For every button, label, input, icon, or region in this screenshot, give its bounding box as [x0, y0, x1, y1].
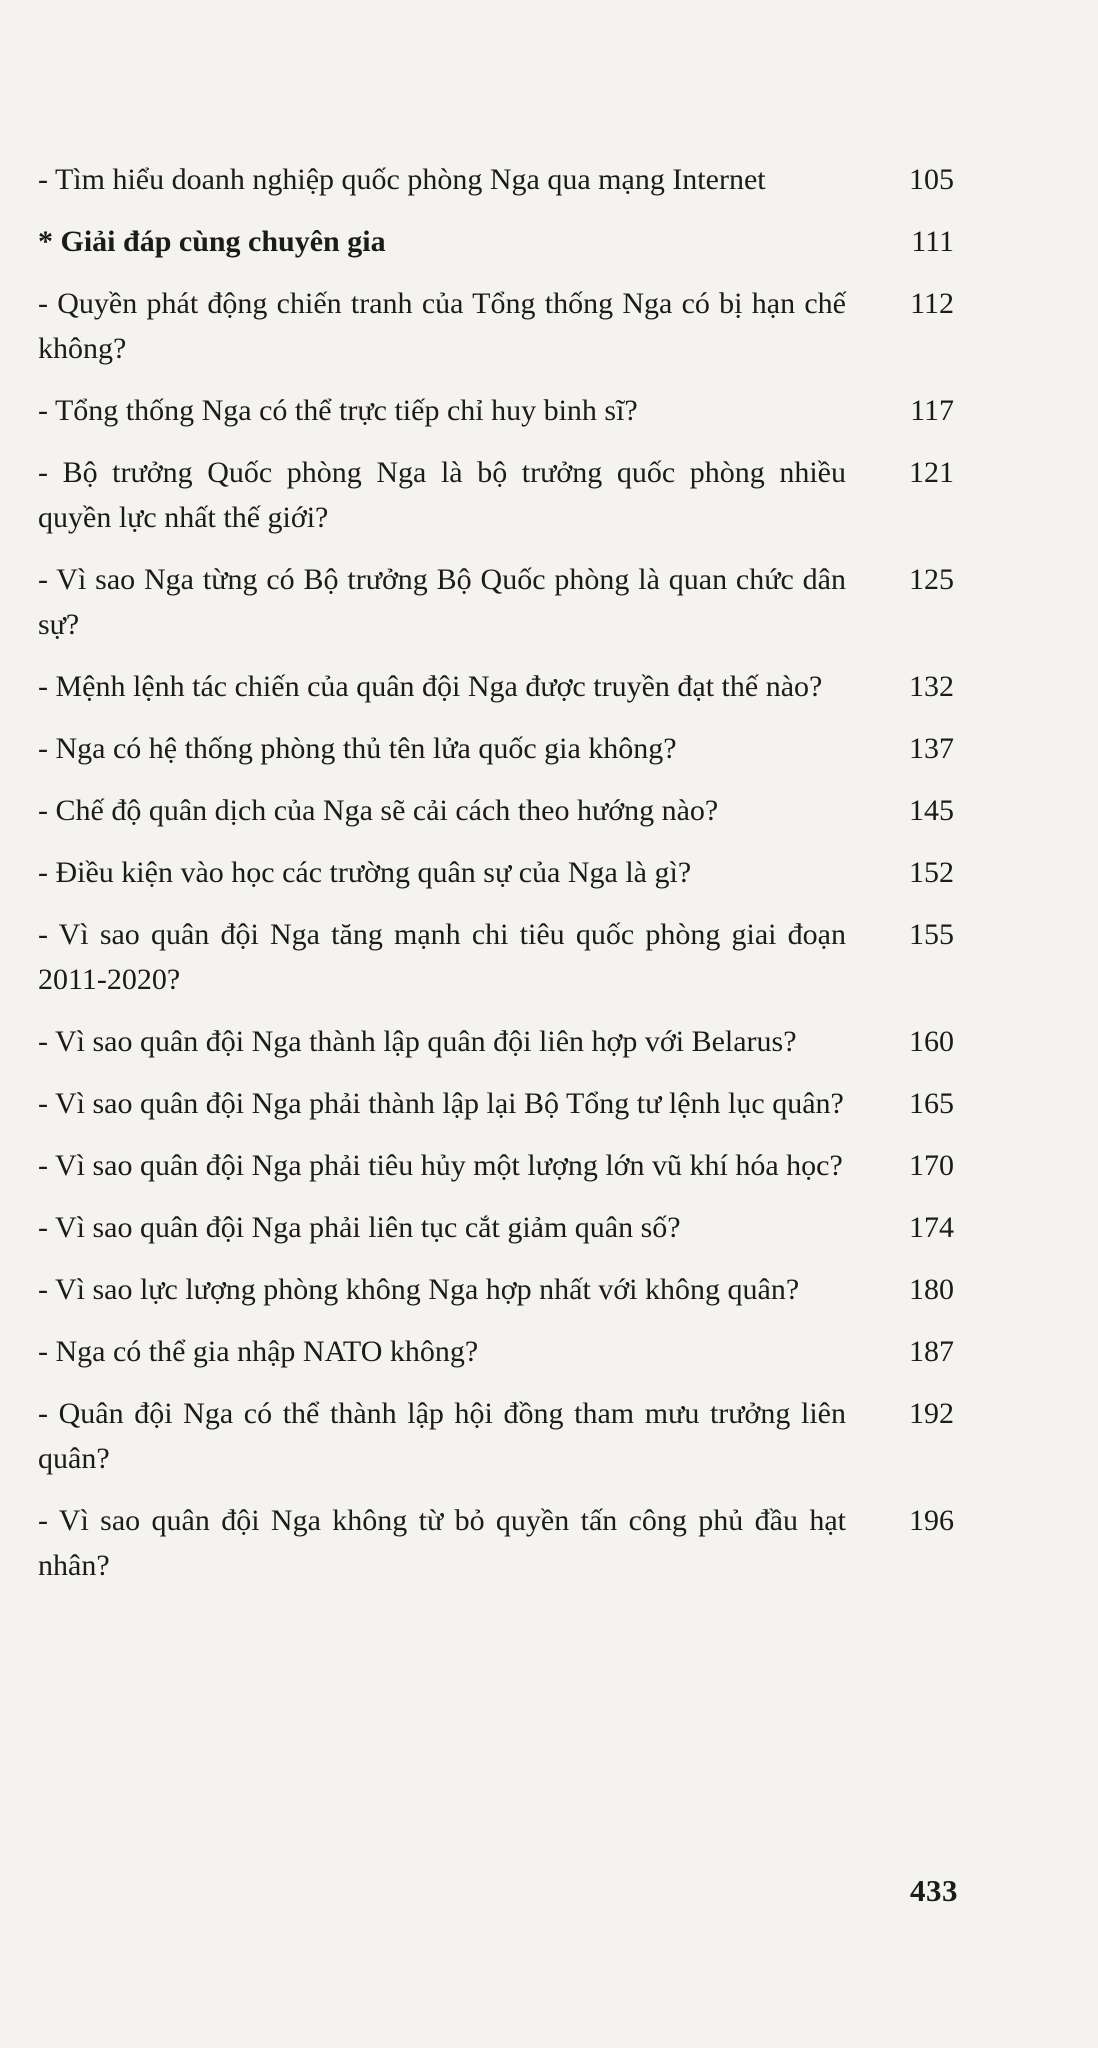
toc-entry: [38, 157, 958, 202]
toc-entry-title: - Vì sao quân đội Nga phải liên tục cắt giảm quân số?: [38, 1211, 681, 1244]
toc-entry: [38, 1081, 958, 1126]
toc-entry: [38, 912, 958, 1002]
toc-entry: [38, 1143, 958, 1188]
table-of-contents: [38, 157, 958, 1605]
toc-entry-page: 117: [910, 394, 954, 427]
toc-entry: [38, 388, 958, 433]
toc-entry-page: 121: [909, 456, 954, 489]
toc-section-heading: * Giải đáp cùng chuyên gia: [38, 225, 386, 258]
toc-entry-page: 111: [911, 225, 954, 258]
toc-entry-page: 192: [909, 1397, 954, 1430]
toc-entry: [38, 788, 958, 833]
toc-entry-page: 145: [909, 794, 954, 827]
toc-entry-title: - Nga có hệ thống phòng thủ tên lửa quốc gia không?: [38, 732, 677, 765]
toc-entry: [38, 1329, 958, 1374]
toc-entry: [38, 1019, 958, 1064]
toc-entry-page: 160: [909, 1025, 954, 1058]
toc-entry-title: - Vì sao quân đội Nga không từ bỏ quyền tấn công phủ đầu hạt nhân?: [38, 1504, 846, 1582]
toc-entry: [38, 219, 958, 264]
toc-entry-page: 187: [909, 1335, 954, 1368]
toc-entry: [38, 281, 958, 371]
page-number: 433: [910, 1873, 958, 1908]
toc-entry: [38, 1267, 958, 1312]
toc-entry-title: - Vì sao quân đội Nga phải thành lập lại Bộ Tổng tư lệnh lục quân?: [38, 1087, 844, 1120]
toc-entry-title: - Vì sao Nga từng có Bộ trưởng Bộ Quốc phòng là quan chức dân sự?: [38, 563, 846, 641]
toc-entry-title: - Mệnh lệnh tác chiến của quân đội Nga được truyền đạt thế nào?: [38, 670, 823, 703]
toc-entry-page: 152: [909, 856, 954, 889]
toc-entry-page: 105: [909, 163, 954, 196]
toc-entry-title: - Vì sao lực lượng phòng không Nga hợp nhất với không quân?: [38, 1273, 800, 1306]
toc-entry-page: 137: [909, 732, 954, 765]
toc-entry: [38, 557, 958, 647]
toc-entry: [38, 726, 958, 771]
toc-entry-page: 112: [910, 287, 954, 320]
toc-entry: [38, 664, 958, 709]
toc-entry: [38, 1391, 958, 1481]
toc-entry-page: 132: [909, 670, 954, 703]
toc-entry-title: - Quyền phát động chiến tranh của Tổng thống Nga có bị hạn chế không?: [38, 287, 846, 365]
toc-entry-page: 196: [909, 1504, 954, 1537]
toc-entry-title: - Tổng thống Nga có thể trực tiếp chỉ huy binh sĩ?: [38, 394, 638, 427]
toc-entry: [38, 1498, 958, 1588]
toc-entry-page: 174: [909, 1211, 954, 1244]
toc-entry-title: - Vì sao quân đội Nga tăng mạnh chi tiêu quốc phòng giai đoạn 2011-2020?: [38, 918, 846, 996]
toc-entry-title: - Tìm hiểu doanh nghiệp quốc phòng Nga qua mạng Internet: [38, 163, 766, 196]
toc-entry-title: - Bộ trưởng Quốc phòng Nga là bộ trưởng quốc phòng nhiều quyền lực nhất thế giới?: [38, 456, 846, 534]
toc-entry-page: 170: [909, 1149, 954, 1182]
toc-entry-title: - Vì sao quân đội Nga phải tiêu hủy một lượng lớn vũ khí hóa học?: [38, 1149, 843, 1182]
toc-entry: [38, 450, 958, 540]
toc-entry-title: - Chế độ quân dịch của Nga sẽ cải cách theo hướng nào?: [38, 794, 719, 827]
toc-entry: [38, 850, 958, 895]
toc-entry-page: 180: [909, 1273, 954, 1306]
toc-entry-title: - Điều kiện vào học các trường quân sự của Nga là gì?: [38, 856, 692, 889]
toc-entry-page: 125: [909, 563, 954, 596]
toc-entry-title: - Quân đội Nga có thể thành lập hội đồng tham mưu trưởng liên quân?: [38, 1397, 846, 1475]
toc-entry-title: - Nga có thể gia nhập NATO không?: [38, 1335, 479, 1368]
toc-entry-page: 155: [909, 918, 954, 951]
toc-entry-title: - Vì sao quân đội Nga thành lập quân đội liên hợp với Belarus?: [38, 1025, 797, 1058]
toc-entry-page: 165: [909, 1087, 954, 1120]
toc-entry: [38, 1205, 958, 1250]
